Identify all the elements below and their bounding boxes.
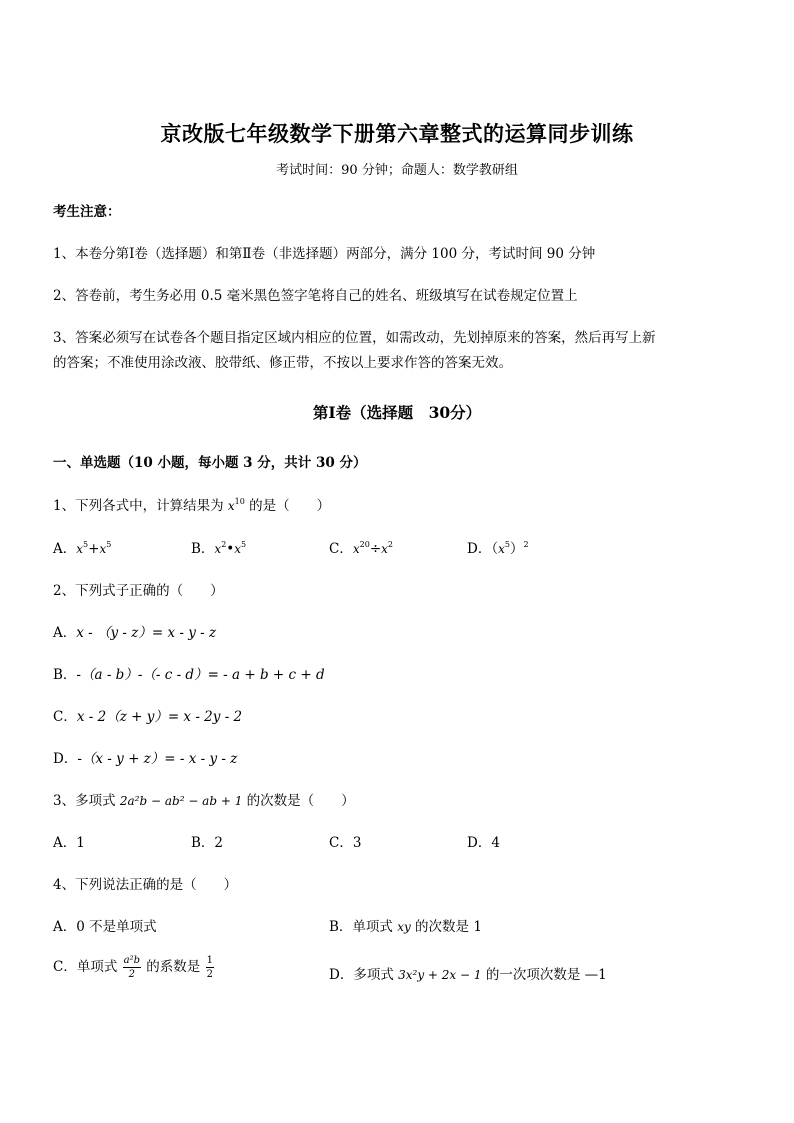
- option-text: 2: [214, 835, 224, 851]
- option-term: x: [234, 542, 242, 556]
- question-2-option-c[interactable]: [53, 705, 242, 725]
- question-3-option-c[interactable]: [329, 831, 361, 851]
- option-text-end: 的一次项次数是 —1: [481, 967, 607, 983]
- question-3-stem: [53, 789, 355, 809]
- question-4-option-d[interactable]: [329, 963, 607, 983]
- note-item-2: 2、答卷前，考生务必用 0.5 毫米黑色签字笔将自己的姓名、班级填写在试卷规定位置上: [53, 288, 578, 304]
- option-operator: +: [88, 541, 100, 557]
- question-3-option-d[interactable]: [467, 831, 500, 851]
- question-1-exponent: 10: [234, 497, 245, 506]
- question-1-stem: [53, 494, 330, 514]
- option-label: A．: [53, 625, 77, 641]
- option-operator: ÷: [369, 541, 382, 557]
- option-label: C．: [329, 835, 353, 851]
- option-text: x - 2（z + y）= x - 2y - 2: [76, 709, 243, 725]
- option-label: A．: [53, 541, 77, 557]
- question-2-option-d[interactable]: [53, 747, 237, 767]
- section-title: 第Ⅰ卷（选择题 30分）: [312, 403, 482, 422]
- option-label: D．: [467, 835, 492, 851]
- option-text: x - （y - z）= x - y - z: [76, 625, 217, 641]
- question-1-variable: x: [227, 499, 235, 513]
- option-text: -（x - y + z）= - x - y - z: [77, 751, 238, 767]
- option-exponent: 5: [504, 540, 510, 549]
- option-label: D．: [53, 751, 78, 767]
- option-text: -（a - b）-（- c - d）= - a + b + c + d: [76, 667, 325, 683]
- option-term: x: [214, 542, 222, 556]
- option-exponent: 5: [241, 540, 247, 549]
- question-4-option-c[interactable]: [53, 955, 215, 980]
- option-label: D．: [467, 541, 492, 557]
- question-4-option-b[interactable]: [329, 915, 482, 935]
- question-1-option-a[interactable]: [53, 537, 111, 557]
- fraction-denominator: 2: [206, 968, 213, 980]
- option-term: x: [381, 542, 388, 556]
- note-item-1: 1、本卷分第Ⅰ卷（选择题）和第Ⅱ卷（非选择题）两部分，满分 100 分，考试时间 90 分钟: [53, 246, 596, 262]
- option-text: 4: [491, 835, 500, 851]
- option-label: B．: [191, 835, 215, 851]
- option-text-end: 的次数是 1: [410, 919, 482, 935]
- option-coefficient-fraction: [206, 956, 214, 980]
- option-exponent: 5: [106, 540, 112, 549]
- option-outer-exponent: 2: [523, 540, 529, 549]
- option-operator: •: [226, 541, 235, 557]
- question-1-option-b[interactable]: [191, 537, 246, 557]
- option-variable: xy: [397, 920, 411, 934]
- option-label: B．: [53, 667, 77, 683]
- option-term: x: [352, 542, 360, 556]
- option-label: B．: [191, 541, 215, 557]
- question-2-option-a[interactable]: [53, 621, 216, 641]
- option-term: x: [99, 542, 107, 556]
- option-exponent: 20: [359, 540, 370, 549]
- option-exponent: 2: [221, 540, 227, 549]
- note-item-3: 3、答案必须写在试卷各个题目指定区域内相应的位置，如需改动，先划掉原来的答案，然后再写上新: [53, 330, 656, 346]
- notes-heading: 考生注意：: [53, 204, 121, 220]
- option-label: A．: [53, 835, 77, 851]
- fraction-numerator: 1: [206, 954, 213, 966]
- fraction-denominator: 2: [128, 968, 135, 980]
- option-expression: 3x²y + 2x − 1: [398, 968, 482, 982]
- question-3-option-b[interactable]: [191, 831, 223, 851]
- question-1-option-d[interactable]: [467, 537, 529, 557]
- question-3-stem-text: 3、多项式: [53, 793, 120, 809]
- question-3-expression: 2a²b − ab² − ab + 1: [119, 794, 243, 808]
- option-paren: ）: [509, 541, 524, 557]
- option-fraction: [123, 956, 141, 980]
- option-paren: （: [491, 541, 499, 557]
- option-label: C．: [329, 541, 353, 557]
- option-text: 3: [352, 835, 362, 851]
- question-1-stem-text: 1、下列各式中，计算结果为: [53, 498, 228, 514]
- document-subtitle: 考试时间：90 分钟；命题人：数学教研组: [276, 163, 518, 178]
- fraction-numerator: a²b: [123, 954, 140, 966]
- option-term: x: [498, 542, 505, 556]
- option-text: C．单项式: [53, 959, 122, 975]
- document-title: 京改版七年级数学下册第六章整式的运算同步训练: [160, 121, 634, 146]
- note-item-3-continued: 的答案；不准使用涂改液、胶带纸、修正带，不按以上要求作答的答案无效。: [53, 355, 512, 371]
- question-4-option-a[interactable]: A．0 不是单项式: [53, 919, 157, 935]
- question-3-option-a[interactable]: [53, 831, 85, 851]
- option-text: D．多项式: [329, 967, 399, 983]
- question-3-stem-end: 的次数是（ ）: [242, 793, 355, 809]
- option-text: 1: [76, 835, 85, 851]
- option-term: x: [76, 542, 84, 556]
- question-2-option-b[interactable]: [53, 663, 325, 683]
- section-heading: 一、单选题（10 小题，每小题 3 分，共计 30 分）: [53, 455, 367, 471]
- option-exponent: 2: [387, 540, 393, 549]
- question-4-stem: 4、下列说法正确的是（ ）: [53, 877, 238, 893]
- question-2-stem: 2、下列式子正确的（ ）: [53, 583, 224, 599]
- option-label: C．: [53, 709, 77, 725]
- question-1-stem-end: 的是（ ）: [244, 498, 331, 514]
- option-exponent: 5: [83, 540, 89, 549]
- option-text: B．单项式: [329, 919, 398, 935]
- question-1-option-c[interactable]: [329, 537, 393, 557]
- option-text-middle: 的系数是: [142, 959, 205, 975]
